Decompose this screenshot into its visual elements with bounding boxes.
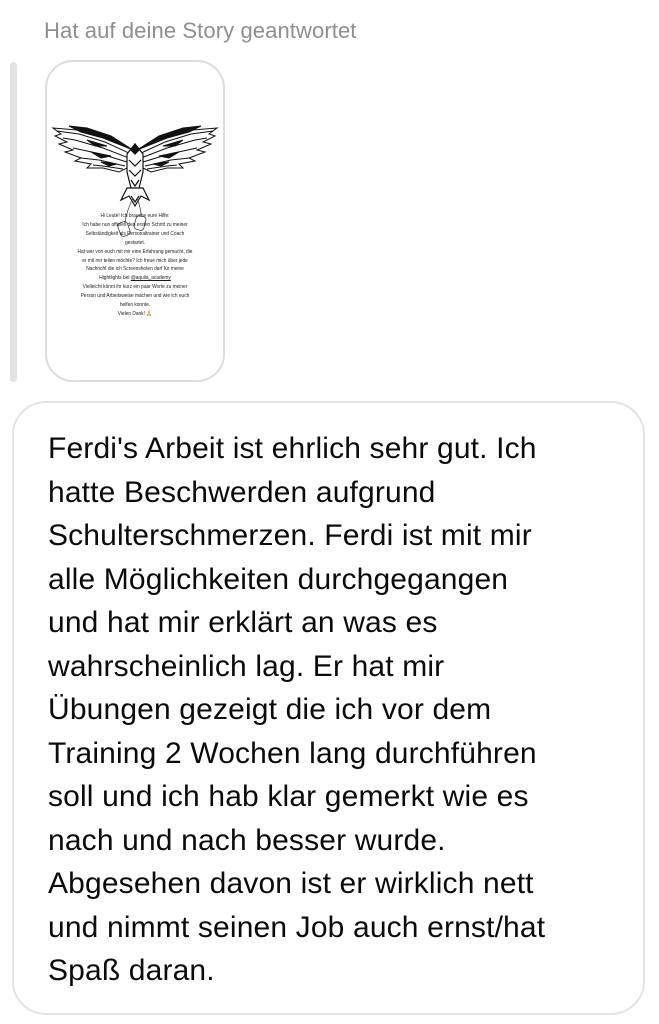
message-line: soll und ich hab klar gemerkt wie es [48, 780, 529, 813]
story-line: helfen konnte. [119, 302, 151, 309]
message-line: Schulterschmerzen. Ferdi ist mit mir [48, 519, 532, 552]
message-line: und hat mir erklärt an was es [48, 606, 438, 639]
quote-bar [10, 62, 17, 382]
message-line: Ferdi's Arbeit ist ehrlich sehr gut. Ich [48, 432, 537, 465]
story-thumbnail[interactable] [45, 60, 225, 382]
reply-header: Hat auf deine Story geantwortet [44, 18, 357, 43]
message-line: und nimmt seinen Job auch ernst/hat [48, 910, 546, 944]
message-line: Spaß daran. [48, 954, 215, 987]
story-line: Ich habe nun offiziell den ersten Schritt zu meiner [82, 221, 188, 228]
story-handle-link[interactable]: @aquila_academy [130, 275, 171, 282]
story-line: Hightlights bei [99, 275, 131, 282]
message-line: wahrscheinlich lag. Er hat mir [48, 649, 445, 683]
message-line: Übungen gezeigt die ich vor dem [48, 693, 492, 726]
message-line: Abgesehen davon ist er wirklich nett [48, 867, 534, 900]
message-text [48, 427, 638, 993]
story-line: gestartet. [124, 239, 146, 246]
story-line: Person und Arbeitsweise machen und wie ich euch [80, 293, 190, 300]
message-line: hatte Beschwerden aufgrund [48, 475, 436, 509]
story-line-with-handle [63, 274, 207, 283]
story-line: Hi Leute! Ich brauche eure Hilfe: [100, 213, 170, 219]
message-bubble[interactable] [12, 401, 645, 1015]
message-line: nach und nach besser wurde. [48, 823, 446, 857]
story-line: Selbständigkeit als Personaltrainer und Coach [85, 230, 185, 237]
story-line: Nachricht die ich Screenshoten darf für meine [86, 266, 184, 273]
story-line: er mit mir teilen möchte? Ich freue mich über jede [82, 257, 188, 264]
message-line: alle Möglichkeiten durchgegangen [48, 562, 509, 596]
story-line: Vielleicht könnt ihr kurz ein paar Worte zu meiner [82, 284, 188, 291]
story-line: Hat wer von euch mit mir eine Erfahrung gemacht, die [77, 248, 193, 255]
story-caption [63, 212, 207, 319]
message-line: Training 2 Wochen lang durchführen [48, 736, 537, 770]
story-line: Vielen Dank! 🙏 [117, 310, 153, 317]
